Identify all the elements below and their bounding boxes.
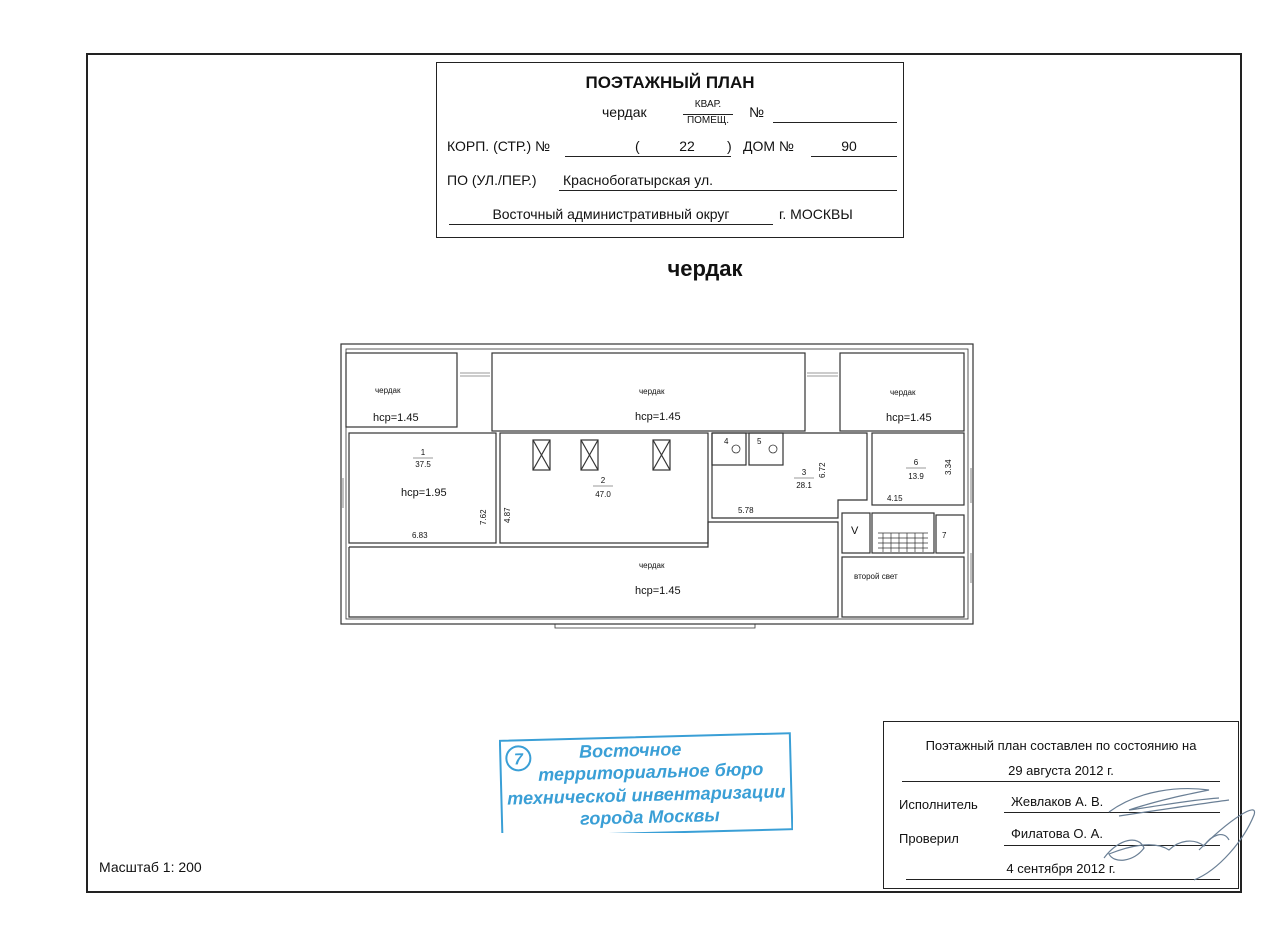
number-sign: № [749, 104, 765, 120]
kvar-label: КВАР. [694, 99, 722, 110]
street-label: ПО (УЛ./ПЕР.) [447, 172, 537, 188]
height-bottom: hср=1.45 [635, 585, 681, 597]
checker-label: Проверил [899, 831, 959, 846]
plan-title: ПОЭТАЖНЫЙ ПЛАН [585, 73, 755, 92]
room-3 [712, 433, 867, 518]
title-block [436, 62, 904, 238]
room-3-area: 28.1 [796, 481, 812, 490]
room-3-number: 3 [801, 468, 807, 477]
room-6-area: 13.9 [908, 472, 924, 481]
height-top-left: hср=1.45 [373, 412, 419, 424]
dom-label: ДОМ № [743, 138, 794, 154]
pomesch-label: ПОМЕЩ. [686, 115, 730, 126]
stamp-line-4: города Москвы [579, 805, 721, 829]
dim-6-83: 6.83 [412, 531, 428, 540]
height-top-right: hср=1.45 [886, 412, 932, 424]
scale-label: Масштаб 1: 200 [99, 859, 202, 875]
floor-name: чердак [602, 104, 647, 120]
street-underline [559, 190, 897, 191]
attic-label-top-left: чердак [375, 386, 401, 395]
room-4-number: 4 [724, 437, 729, 446]
room-1-area: 37.5 [415, 460, 431, 469]
executor-label: Исполнитель [899, 797, 978, 812]
plan-heading: чердак [667, 256, 743, 281]
stamp-line-3: технической инвентаризации [507, 781, 786, 809]
bti-stamp [499, 729, 793, 833]
room-2-number: 2 [600, 476, 606, 485]
city-name: г. МОСКВЫ [779, 206, 853, 222]
street-value: Краснобогатырская ул. [563, 172, 714, 188]
dom-underline [811, 156, 897, 157]
info-block [883, 721, 1239, 889]
outer-wall [341, 344, 973, 624]
attic-label-top-center: чердак [639, 387, 665, 396]
room-5 [749, 433, 783, 465]
room-2 [500, 433, 708, 543]
room-2-area: 47.0 [595, 490, 611, 499]
korp-label: КОРП. (СТР.) № [447, 138, 551, 154]
attic-label-top-right: чердак [890, 388, 916, 397]
room-7-number: 7 [942, 531, 947, 540]
executor-name: Жевлаков А. В. [1011, 794, 1104, 809]
check-date: 4 сентября 2012 г. [1006, 861, 1116, 876]
state-line: Поэтажный план составлен по состоянию на [925, 738, 1197, 753]
stamp-circle-number: 7 [513, 751, 524, 769]
district-underline [449, 224, 773, 225]
korp-underline [565, 156, 731, 157]
dim-7-62: 7.62 [479, 509, 488, 525]
attic-label-bottom: чердак [639, 561, 665, 570]
dim-6-72: 6.72 [818, 462, 827, 478]
room-5-number: 5 [757, 437, 762, 446]
room-7 [936, 515, 964, 553]
second-light-label: второй свет [854, 572, 898, 581]
room-1-number: 1 [420, 448, 426, 457]
district-name: Восточный административный округ [492, 206, 730, 222]
korp-paren-close: ) [727, 138, 732, 154]
handwritten-signatures [1099, 780, 1259, 890]
height-top-center: hср=1.45 [635, 411, 681, 423]
room-1-height: hср=1.95 [401, 487, 447, 499]
room-4 [712, 433, 746, 465]
state-date: 29 августа 2012 г. [1008, 763, 1114, 778]
dim-5-78: 5.78 [738, 506, 754, 515]
dim-4-15: 4.15 [887, 494, 903, 503]
number-underline [773, 122, 897, 123]
v-mark: V [851, 525, 859, 537]
stamp-line-1: Восточное [578, 739, 682, 762]
korp-paren-open: ( [635, 138, 640, 154]
second-light-room [842, 557, 964, 617]
stamp-line-2: территориальное бюро [537, 758, 764, 785]
floor-plan-drawing [335, 338, 980, 633]
korp-value: 22 [679, 138, 695, 154]
dim-3-34: 3.34 [944, 459, 953, 475]
checker-name: Филатова О. А. [1011, 826, 1103, 841]
dim-4-87: 4.87 [503, 507, 512, 523]
room-6-number: 6 [913, 458, 919, 467]
dom-value: 90 [841, 138, 857, 154]
